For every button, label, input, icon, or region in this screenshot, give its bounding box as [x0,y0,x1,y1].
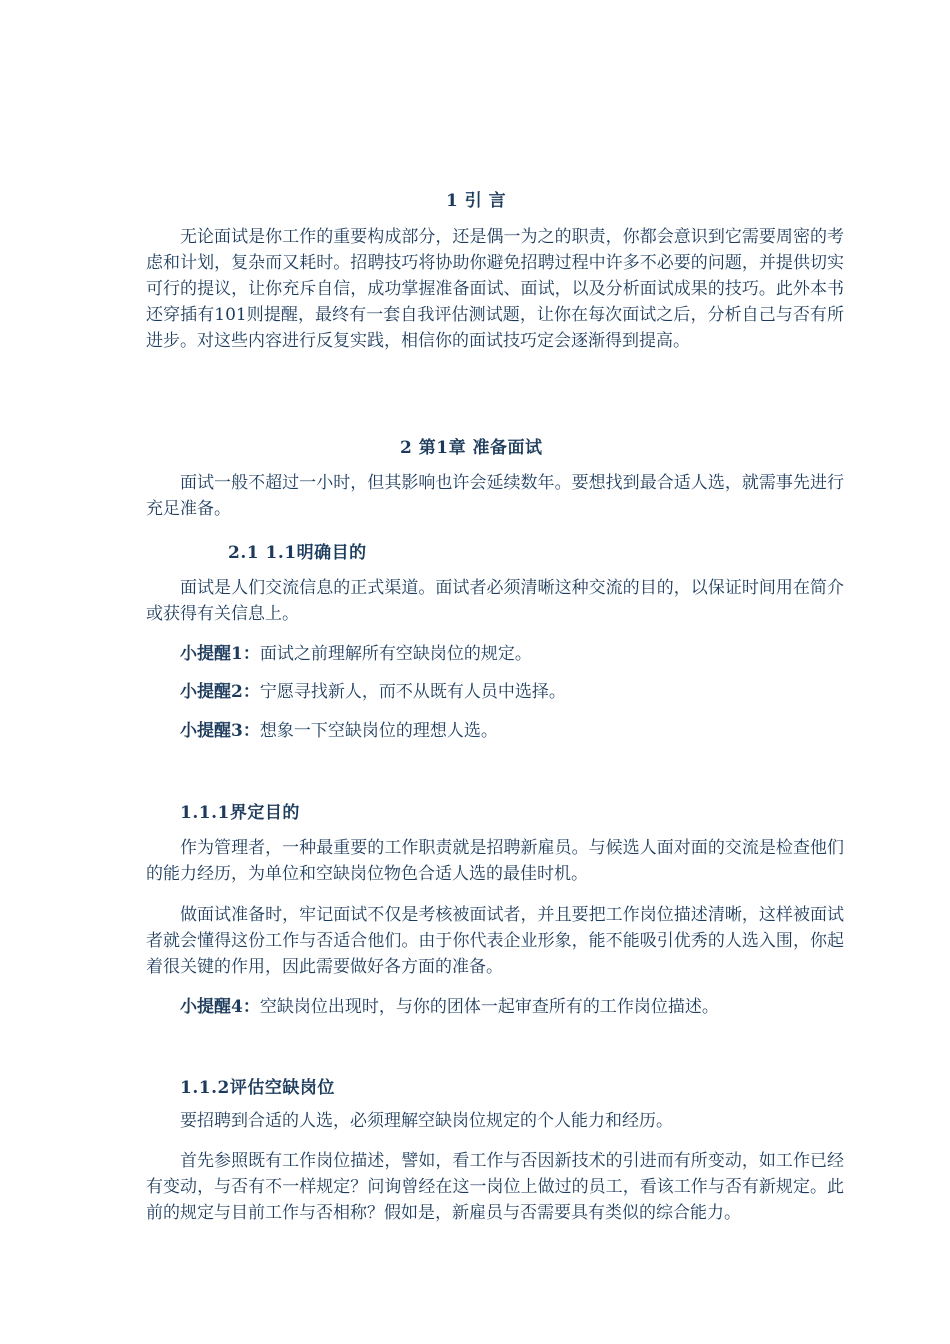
tip-text: 面试之前理解所有空缺岗位的规定。 [259,644,532,664]
tip-text: 空缺岗位出现时，与你的团体一起审查所有的工作岗位描述。 [259,997,719,1017]
intro-heading: 1 引 言 [446,191,507,211]
tip-2 [180,679,566,705]
chapter1-heading: 2 第1章 准备面试 [400,438,543,458]
section-1-1-heading: 2.1 1.1明确目的 [228,543,367,563]
tip-label: 小提醒1： [180,644,260,664]
tip-label: 小提醒4： [180,997,260,1017]
section-1-1-1-heading: 1.1.1界定目的 [180,803,300,823]
tip-3 [180,718,498,744]
tip-label: 小提醒2： [180,682,260,702]
section-1-1-1-paragraph-1: 作为管理者，一种最重要的工作职责就是招聘新雇员。与候选人面对面的交流是检查他们的能力经历，为单位和空缺岗位物色合适人选的最佳时机。 [146,838,844,884]
section-1-1-2-paragraph-1: 要招聘到合适的人选，必须理解空缺岗位规定的个人能力和经历。 [180,1111,673,1131]
tip-4 [180,994,719,1020]
tip-1 [180,641,532,667]
chapter1-paragraph: 面试一般不超过一小时，但其影响也许会延续数年。要想找到最合适人选，就需事先进行充足准备。 [146,473,844,519]
tip-text: 想象一下空缺岗位的理想人选。 [259,721,498,741]
section-1-1-paragraph: 面试是人们交流信息的正式渠道。面试者必须清晰这种交流的目的，以保证时间用在简介或获得有关信息上。 [146,578,844,624]
section-1-1-2-paragraph-2: 首先参照既有工作岗位描述，譬如，看工作与否因新技术的引进而有所变动，如工作已经有变动，与否有不一样规定？问询曾经在这一岗位上做过的员工，看该工作与否有新规定。此前的规定与目前工作与否相称？假如是，新雇员与否需要具有类似的综合能力。 [146,1151,844,1223]
section-1-1-1-paragraph-2: 做面试准备时，牢记面试不仅是考核被面试者，并且要把工作岗位描述清晰，这样被面试者就会懂得这份工作与否适合他们。由于你代表企业形象，能不能吸引优秀的人选入围，你起着很关键的作用，因此需要做好各方面的准备。 [146,905,844,977]
tip-label: 小提醒3： [180,721,260,741]
intro-paragraph: 无论面试是你工作的重要构成部分，还是偶一为之的职责，你都会意识到它需要周密的考虑和计划，复杂而又耗时。招聘技巧将协助你避免招聘过程中许多不必要的问题，并提供切实可行的提议，让你充斥自信，成功掌握准备面试、面试，以及分析面试成果的技巧。此外本书还穿插有101则提醒，最终有一套自我评估测试题，让你在每次面试之后，分析自己与否有所进步。对这些内容进行反复实践，相信你的面试技巧定会逐渐得到提高。 [146,227,844,351]
tip-text: 宁愿寻找新人，而不从既有人员中选择。 [259,682,566,702]
section-1-1-2-heading: 1.1.2评估空缺岗位 [180,1078,335,1098]
